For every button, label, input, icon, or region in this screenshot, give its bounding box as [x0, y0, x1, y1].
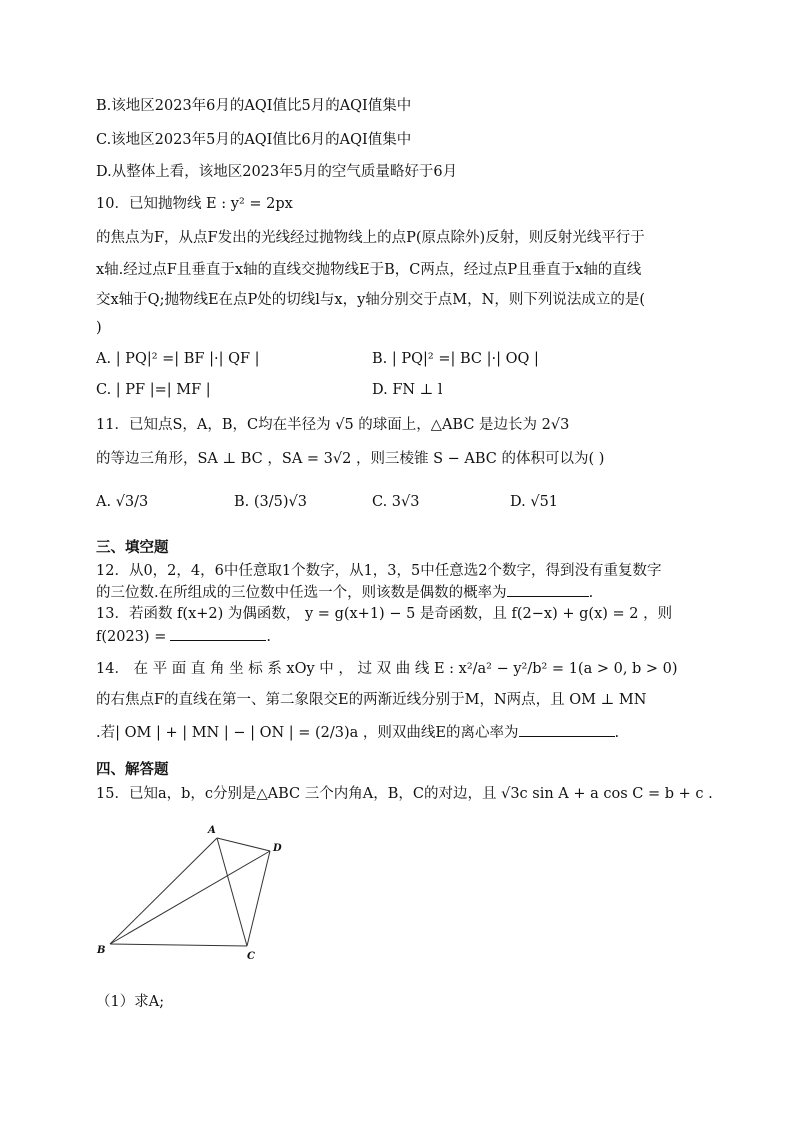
q12-answer-blank: [507, 582, 589, 597]
q14-text: .若| OM | + | MN | − | ON | = (2/3)a ，则双曲线E的离心率为: [96, 725, 519, 741]
q11-option-c: C. 3√3: [372, 494, 420, 510]
q14-line-3: [96, 722, 619, 743]
q10-line-4: ): [96, 320, 102, 336]
q10-option-b: B. | PQ|² =| BC |·| OQ |: [372, 351, 539, 367]
q12-text: 的三位数.在所组成的三位数中任选一个，则该数是偶数的概率为: [96, 585, 507, 601]
q13-line-2: [96, 626, 271, 647]
segment-dc: [247, 851, 270, 946]
q11-line-1: 11．已知点S，A，B，C均在半径为 √5 的球面上，△ABC 是边长为 2√3: [96, 417, 570, 433]
q12-line-2: [96, 582, 593, 603]
q10-line-2: x轴.经过点F且垂直于x轴的直线交抛物线E于B，C两点，经过点P且垂直于x轴的直线: [96, 262, 642, 278]
q10-option-a: A. | PQ|² =| BF |·| QF |: [96, 351, 260, 367]
q11-line-2: 的等边三角形，SA ⊥ BC ，SA = 3√2 ，则三棱锥 S − ABC 的体积可以为( ): [96, 451, 605, 467]
q15-part-1: （1）求A;: [96, 994, 165, 1010]
q9-option-c: C.该地区2023年5月的AQI值比6月的AQI值集中: [96, 132, 412, 148]
q13-line-1: 13．若函数 f(x+2) 为偶函数， y = g(x+1) − 5 是奇函数，且 f(2−x) + g(x) = 2 ，则: [96, 606, 673, 622]
q14-line-2: 的右焦点F的直线在第一、第二象限交E的两渐近线分别于M，N两点，且 OM ⊥ MN: [96, 692, 647, 708]
section-4-heading: 四、解答题: [96, 762, 169, 778]
quadrilateral-figure: [90, 818, 300, 968]
q10-stem: 10．已知抛物线 E : y² = 2px: [96, 196, 293, 212]
q14-answer-blank: [519, 722, 615, 737]
q13-answer-blank: [170, 626, 266, 641]
q9-option-d: D.从整体上看，该地区2023年5月的空气质量略好于6月: [96, 164, 458, 180]
segment-ac: [217, 838, 247, 946]
q13-period: .: [266, 629, 271, 645]
q12-period: .: [588, 585, 594, 601]
q10-option-c: C. | PF |=| MF |: [96, 382, 211, 398]
vertex-label-c: C: [247, 951, 255, 962]
q11-option-d: D. √51: [510, 494, 559, 510]
q15-line-1: 15．已知a，b，c分别是△ABC 三个内角A，B，C的对边，且 √3c sin A + a cos C = b + c .: [96, 786, 713, 802]
q10-option-d: D. FN ⊥ l: [372, 382, 443, 398]
segment-bc: [110, 944, 247, 946]
segment-ad: [217, 838, 270, 851]
vertex-label-b: B: [97, 945, 106, 956]
q9-option-b: B.该地区2023年6月的AQI值比5月的AQI值集中: [96, 98, 412, 114]
vertex-label-d: D: [273, 843, 282, 854]
section-3-heading: 三、填空题: [96, 540, 169, 556]
q14-period: .: [614, 725, 620, 741]
q12-line-1: 12．从0，2，4，6中任意取1个数字，从1，3，5中任意选2个数字，得到没有重复数字: [96, 563, 662, 579]
q10-line-1: 的焦点为F，从点F发出的光线经过抛物线上的点P(原点除外)反射，则反射光线平行于: [96, 230, 645, 246]
q14-line-1: 14． 在 平 面 直 角 坐 标 系 xOy 中 ， 过 双 曲 线 E : x²/a² − y²/b² = 1(a > 0, b > 0): [96, 661, 678, 677]
vertex-label-a: A: [208, 825, 216, 836]
q10-line-3: 交x轴于Q;抛物线E在点P处的切线l与x，y轴分别交于点M，N，则下列说法成立的是(: [96, 292, 645, 308]
q11-option-b: B. (3/5)√3: [234, 494, 307, 510]
q13-text: f(2023) =: [96, 629, 167, 645]
q11-option-a: A. √3/3: [96, 494, 149, 510]
